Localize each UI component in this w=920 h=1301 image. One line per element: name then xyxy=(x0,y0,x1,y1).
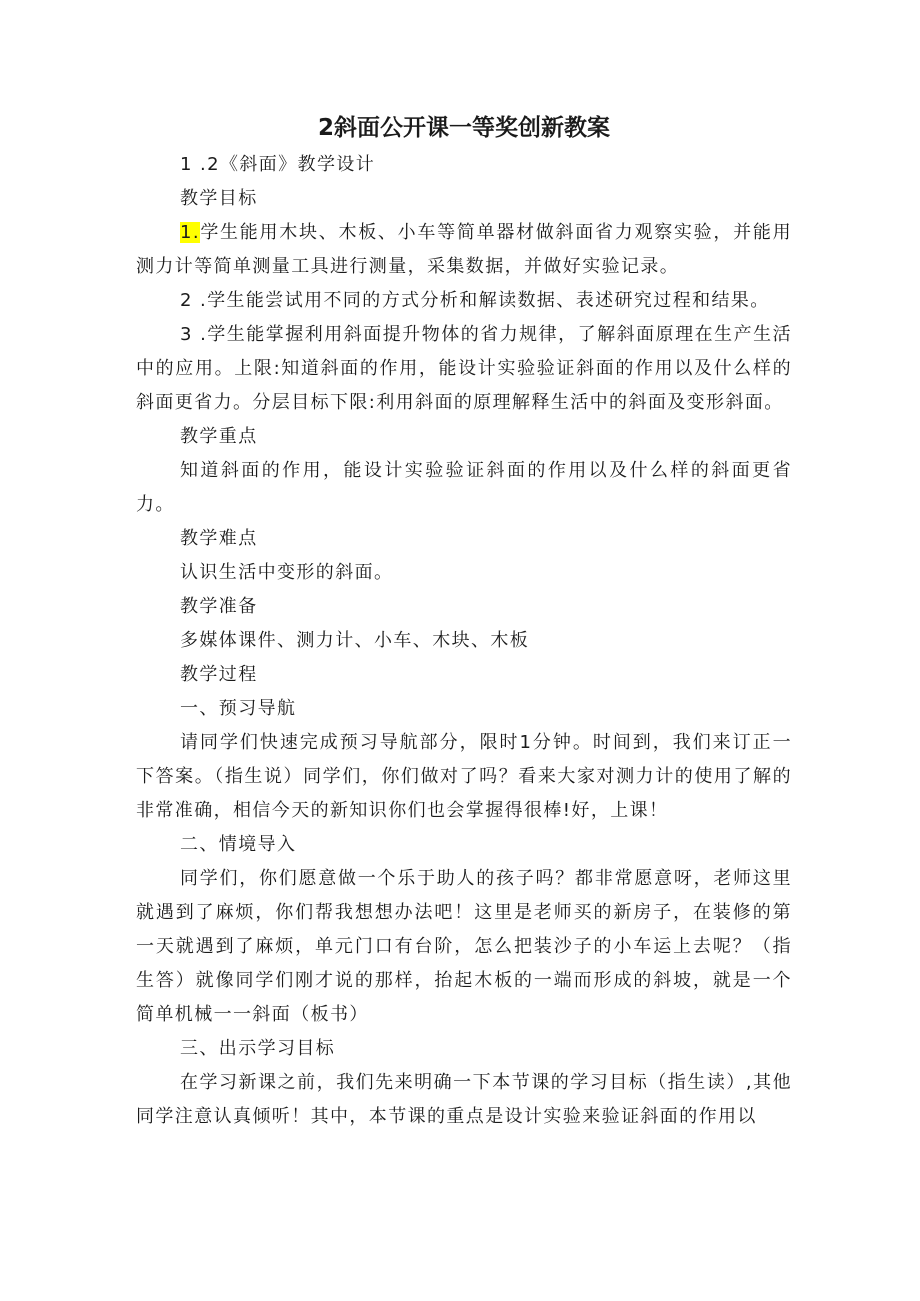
heading-objectives: 教学目标 xyxy=(180,188,258,209)
heading-difficult-point: 教学难点 xyxy=(180,528,258,549)
section-2-text: 同学们，你们愿意做一个乐于助人的孩子吗？都非常愿意呀，老师这里就遇到了麻烦，你们帮我想想办法吧！这里是老师买的新房子，在装修的第一天就遇到了麻烦，单元门口有台阶，怎么把装沙子的小车运上去呢？（指生答）就像同学们刚才说的那样，抬起木板的一端而形成的斜坡，就是一个简单机械一一斜面（板书） xyxy=(136,868,792,1025)
document-title: 2斜面公开课一等奖创新教案 xyxy=(317,115,610,141)
objective-1-text: 学生能用木块、木板、小车等简单器材做斜面省力观察实验，并能用测力计等简单测量工具进行测量，采集数据，并做好实验记录。 xyxy=(136,222,792,277)
heading-process: 教学过程 xyxy=(180,664,258,685)
objective-1 xyxy=(136,216,792,284)
highlight-marker: 1. xyxy=(180,222,200,243)
document-page xyxy=(136,108,792,1134)
objective-2: 2 .学生能尝试用不同的方式分析和解读数据、表述研究过程和结果。 xyxy=(180,290,770,311)
heading-preparation: 教学准备 xyxy=(180,596,258,617)
preparation-text: 多媒体课件、测力计、小车、木块、木板 xyxy=(180,630,530,651)
section-1-text: 请同学们快速完成预习导航部分，限时1分钟。时间到，我们来订正一下答案。（指生说）同学们，你们做对了吗？看来大家对测力计的使用了解的非常准确，相信今天的新知识你们也会掌握得很棒!好，上课！ xyxy=(136,732,792,821)
objective-3: 3 .学生能掌握利用斜面提升物体的省力规律，了解斜面原理在生产生活中的应用。上限:知道斜面的作用，能设计实验验证斜面的作用以及什么样的斜面更省力。分层目标下限:利用斜面的原理解释生活中的斜面及变形斜面。 xyxy=(136,324,792,413)
key-point-text: 知道斜面的作用，能设计实验验证斜面的作用以及什么样的斜面更省力。 xyxy=(136,460,792,515)
heading-key-point: 教学重点 xyxy=(180,426,258,447)
difficult-point-text: 认识生活中变形的斜面。 xyxy=(180,562,394,583)
section-1-title: 一、预习导航 xyxy=(180,698,297,719)
section-2-title: 二、情境导入 xyxy=(180,834,297,855)
lesson-subtitle: 1 .2《斜面》教学设计 xyxy=(180,154,376,175)
section-3-text: 在学习新课之前，我们先来明确一下本节课的学习目标（指生读）,其他同学注意认真倾听！其中，本节课的重点是设计实验来验证斜面的作用以 xyxy=(136,1072,792,1127)
section-3-title: 三、出示学习目标 xyxy=(180,1038,336,1059)
